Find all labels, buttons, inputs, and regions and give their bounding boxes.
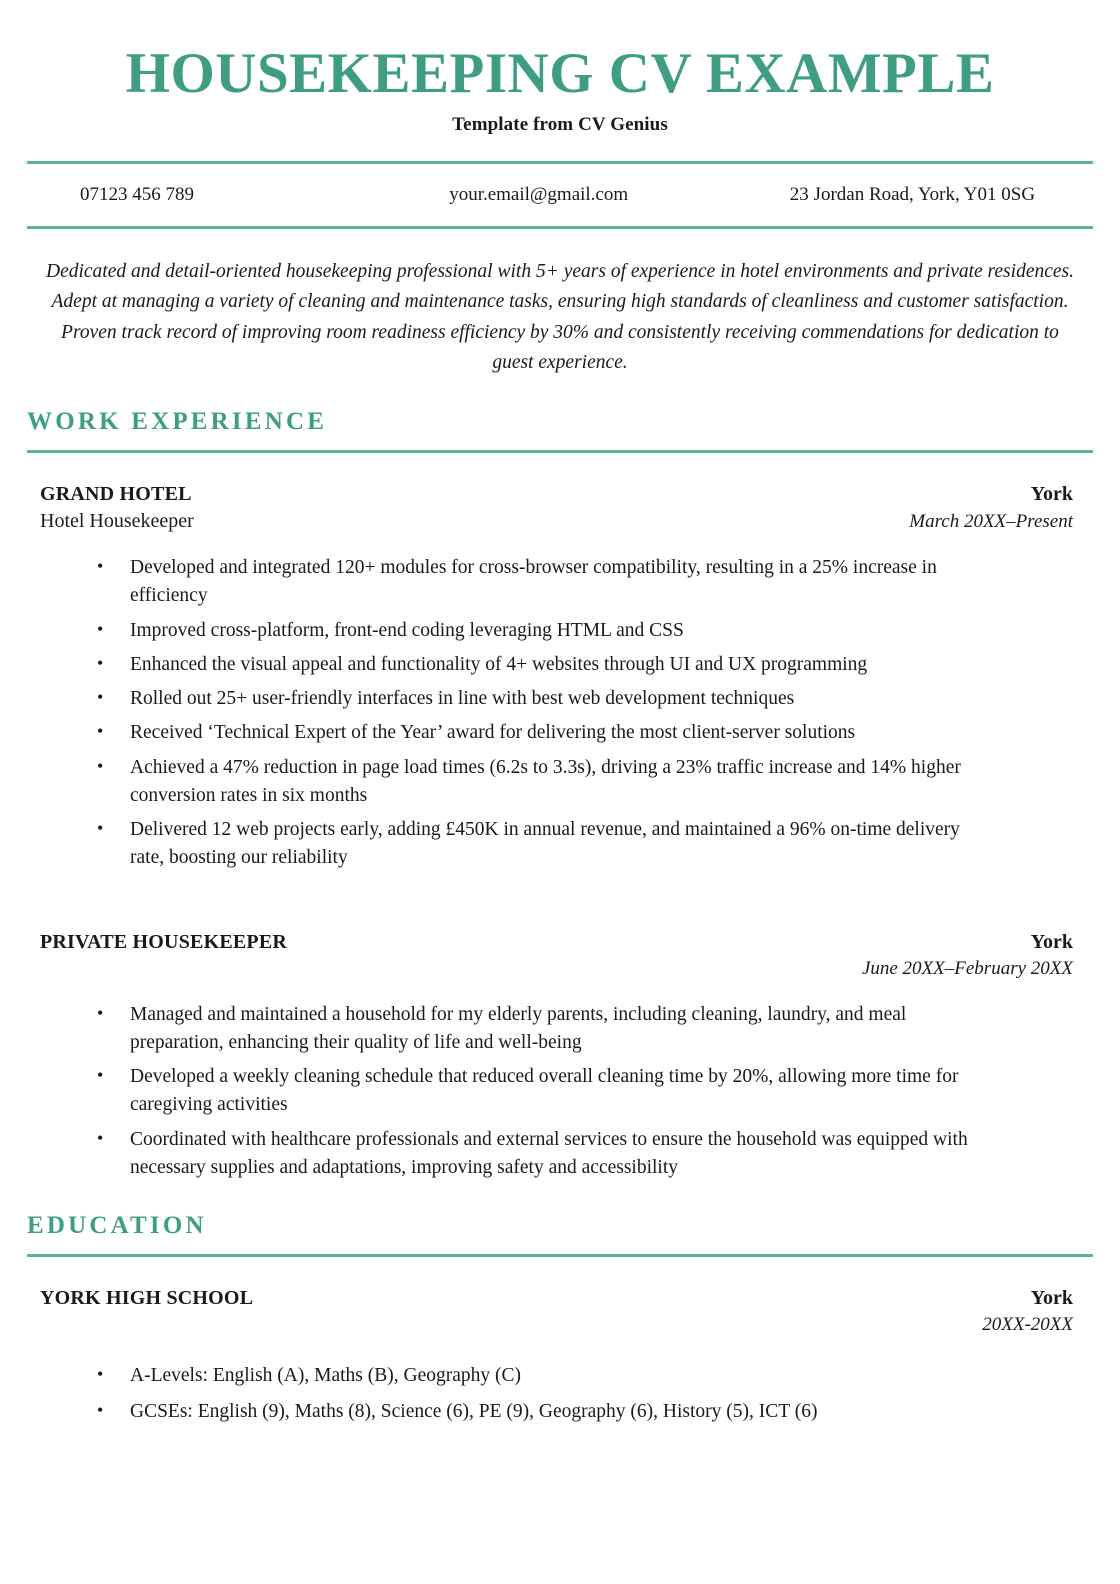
bullet-item: • Delivered 12 web projects early, adding £450K in annual revenue, and maintained a 96% on-time delivery rate, boosting our reliability [27, 816, 1093, 873]
entry-organization: GRAND HOTEL [40, 483, 192, 505]
bullet-item: • Coordinated with healthcare professionals and external services to ensure the household was equipped with necessary supplies and adaptations, improving safety and accessibility [27, 1126, 1093, 1183]
section [27, 1212, 1093, 1426]
section-body [27, 453, 1093, 1182]
entry-dates: March 20XX–Present [909, 511, 1073, 532]
contact-bar [27, 164, 1093, 226]
contact-address: 23 Jordan Road, York, Y01 0SG [789, 184, 1036, 206]
entry-location: York [1030, 483, 1073, 505]
contact-email: your.email@gmail.com [449, 184, 629, 206]
entry-header-row [27, 931, 1093, 954]
entry-role: Hotel Housekeeper [40, 510, 194, 532]
page-subtitle: Template from CV Genius [452, 114, 668, 136]
entry-bullet-list [27, 533, 1093, 873]
entry-header-row [27, 1287, 1093, 1310]
bullet-item: • A-Levels: English (A), Maths (B), Geography (C) [27, 1362, 1093, 1390]
entry-location: York [1030, 1287, 1073, 1310]
bullet-item: • Managed and maintained a household for my elderly parents, including cleaning, laundry, and meal preparation, enhancing their quality of life and well-being [27, 1001, 1093, 1058]
professional-summary: Dedicated and detail-oriented housekeeping professional with 5+ years of experience in hotel environments and private residences. Adept at managing a variety of cleaning and maintenance tasks, ensuring high standards of cleanliness and customer satisfaction. Proven track record of improving room readiness efficiency by 30% and consistently receiving commendations for dedication to guest experience. [46, 261, 1074, 373]
bullet-item: • Achieved a 47% reduction in page load times (6.2s to 3.3s), driving a 23% traffic increase and 14% higher conversion rates in six months [27, 754, 1093, 811]
section-heading: EDUCATION [27, 1212, 207, 1240]
section [27, 408, 1093, 1182]
bullet-item: • Developed a weekly cleaning schedule that reduced overall cleaning time by 20%, allowing more time for caregiving activities [27, 1063, 1093, 1120]
cv-sections [27, 408, 1093, 1426]
cv-entry [27, 931, 1093, 1183]
entry-header-row [27, 483, 1093, 506]
entry-location: York [1030, 930, 1073, 953]
section-heading: WORK EXPERIENCE [27, 408, 328, 435]
bullet-item: • Developed and integrated 120+ modules for cross-browser compatibility, resulting in a 25% increase in efficiency [27, 554, 1093, 611]
cv-entry [27, 1287, 1093, 1426]
entry-subheader-row [27, 958, 1093, 980]
bullet-item: • Improved cross-platform, front-end coding leveraging HTML and CSS [27, 617, 1093, 645]
bullet-item: • Enhanced the visual appeal and functionality of 4+ websites through UI and UX programming [27, 651, 1093, 679]
entry-organization: YORK HIGH SCHOOL [40, 1287, 254, 1310]
contact-phone: 07123 456 789 [80, 184, 194, 206]
entry-dates: June 20XX–February 20XX [861, 957, 1073, 979]
bullet-item: • Received ‘Technical Expert of the Year’ award for delivering the most client-server solutions [27, 719, 1093, 747]
bullet-item: • Rolled out 25+ user-friendly interfaces in line with best web development techniques [27, 685, 1093, 713]
bullet-item: • GCSEs: English (9), Maths (8), Science (6), PE (9), Geography (6), History (5), ICT (6) [27, 1398, 1093, 1426]
cv-entry [27, 483, 1093, 873]
page-title: HOUSEKEEPING CV EXAMPLE [125, 42, 995, 105]
section-body [27, 1257, 1093, 1426]
entry-organization: PRIVATE HOUSEKEEPER [40, 930, 288, 953]
entry-bullet-list [27, 980, 1093, 1183]
entry-dates: 20XX-20XX [982, 1314, 1073, 1336]
entry-subheader-row [27, 510, 1093, 533]
entry-subheader-row [27, 1314, 1093, 1336]
entry-bullet-list [27, 1336, 1093, 1426]
